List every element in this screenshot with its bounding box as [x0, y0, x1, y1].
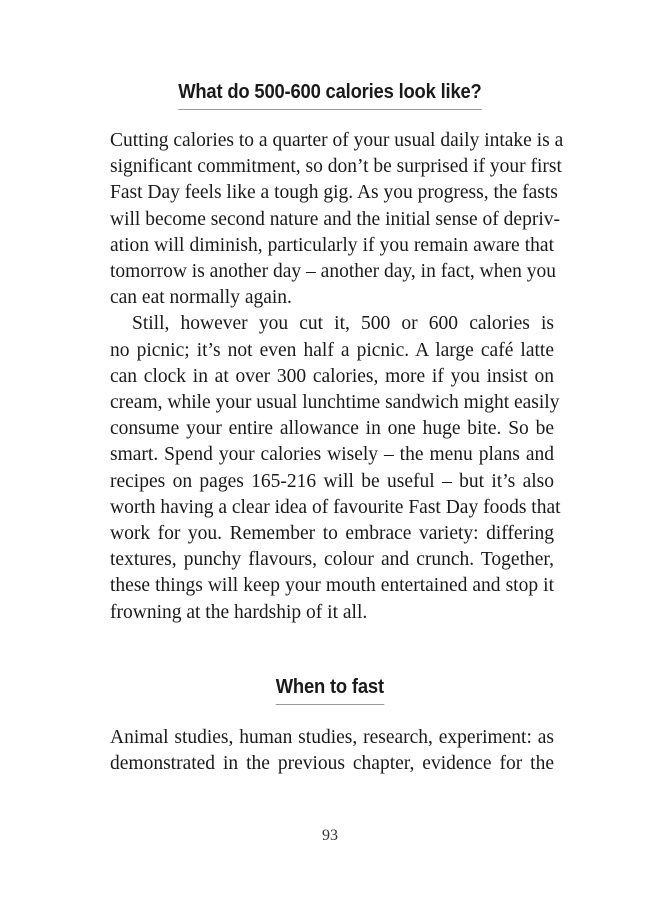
- text-line: will become second nature and the initial sense of depriv-: [110, 208, 560, 230]
- paragraph-when-to-fast-1: [110, 725, 554, 777]
- text-line: can eat normally again.: [110, 287, 292, 309]
- text-line: Fast Day feels like a tough gig. As you progress, the fasts: [110, 182, 558, 204]
- text-line: Animal studies, human studies, research, experiment: as: [110, 727, 554, 748]
- page-number: 93: [322, 827, 338, 844]
- section-body-calories: [110, 128, 564, 626]
- text-line: significant commitment, so don’t be surprised if your first: [110, 156, 562, 178]
- section-heading-calories-text: What do 500-600 calories look like?: [178, 79, 481, 110]
- text-line: ation will diminish, particularly if you remain aware that: [110, 234, 554, 256]
- section-heading-calories: [0, 78, 660, 110]
- section-heading-when-to-fast: [0, 673, 660, 705]
- text-line: tomorrow is another day – another day, in fact, when you: [110, 261, 557, 283]
- text-line: no picnic; it’s not even half a picnic. A large café latte: [110, 339, 554, 361]
- text-line: recipes on pages 165-216 will be useful – but it’s also: [110, 470, 554, 492]
- text-line: can clock in at over 300 calories, more if you insist on: [110, 365, 554, 387]
- section-body-when-to-fast: [110, 725, 554, 777]
- text-line: frowning at the hardship of it all.: [110, 601, 368, 623]
- section-heading-when-to-fast-text: When to fast: [276, 674, 384, 705]
- text-line: worth having a clear idea of favourite Fast Day foods that: [110, 496, 561, 518]
- text-line: demonstrated in the previous chapter, evidence for the: [110, 753, 554, 775]
- text-line: these things will keep your mouth entertained and stop it: [110, 575, 554, 597]
- text-line: cream, while your usual lunchtime sandwich might easily: [110, 392, 560, 414]
- text-line: consume your entire allowance in one huge bite. So be: [110, 418, 554, 440]
- text-line: Still, however you cut it, 500 or 600 calories is: [132, 313, 554, 335]
- text-line: textures, punchy flavours, colour and crunch. Together,: [110, 549, 554, 571]
- text-line: Cutting calories to a quarter of your usual daily intake is a: [110, 130, 564, 151]
- paragraph-calories-1: [110, 128, 564, 311]
- text-line: smart. Spend your calories wisely – the menu plans and: [110, 444, 554, 466]
- paragraph-calories-2: [110, 311, 561, 625]
- text-line: work for you. Remember to embrace variety: differing: [110, 523, 554, 545]
